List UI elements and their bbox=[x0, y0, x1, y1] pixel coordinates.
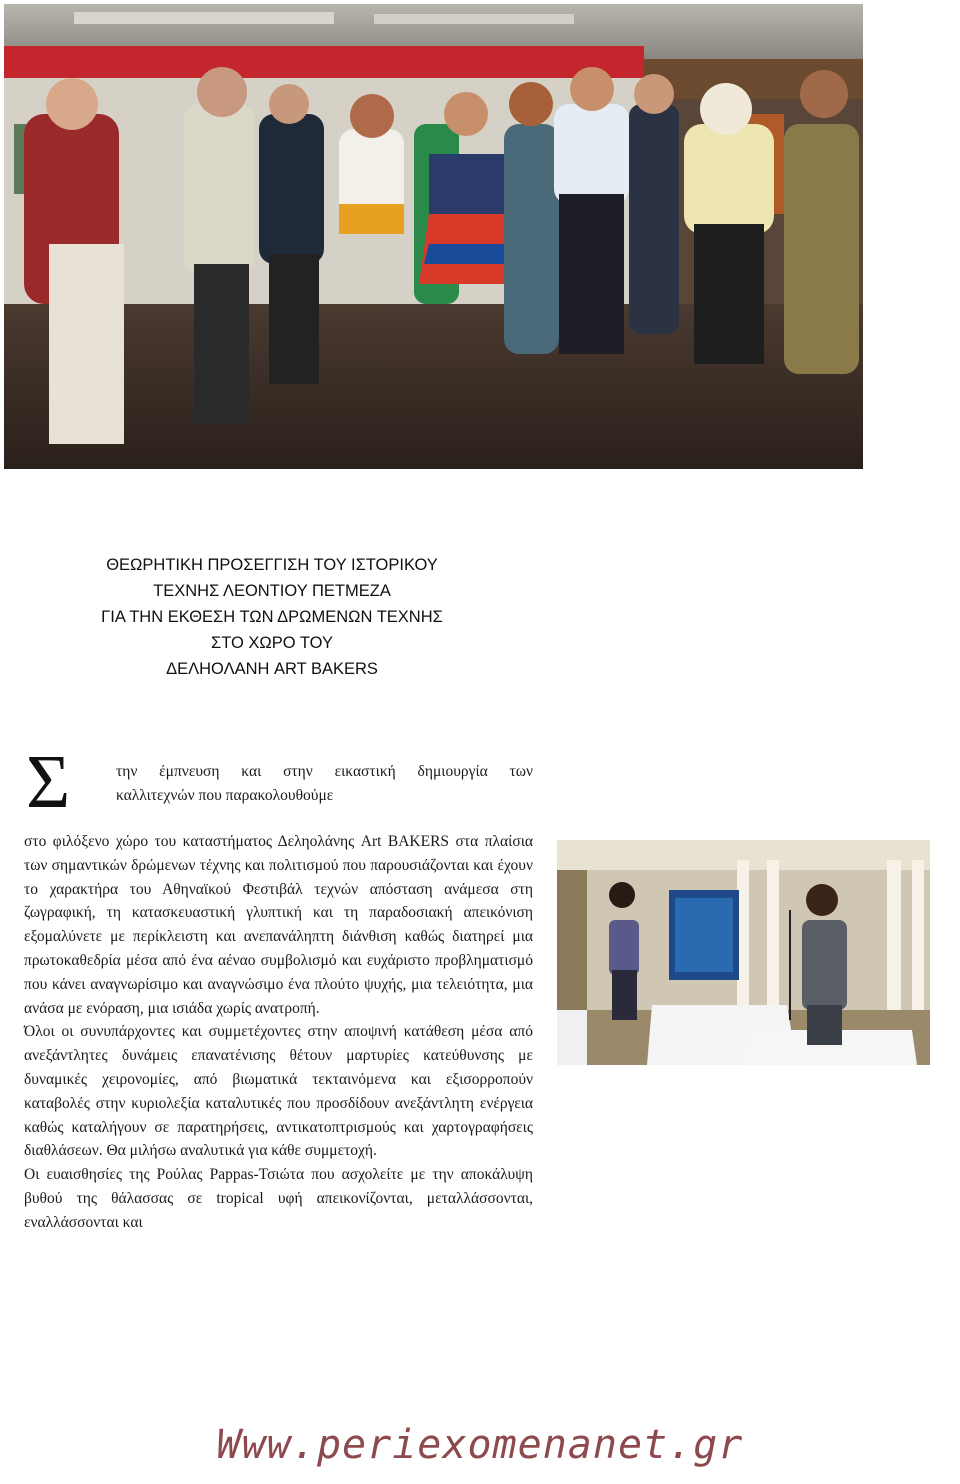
title-line: ΓΙΑ ΤΗΝ ΕΚΘΕΣΗ ΤΩΝ ΔΡΩΜΕΝΩΝ ΤΕΧΝΗΣ bbox=[101, 608, 443, 626]
paragraph: Όλοι οι συνυπάρχοντες και συμμετέχοντες στην αποψινή κατάθεση μέσα από ανεξάντλητες δυνάμεις επανατένισης θέτουν μαρτυρίες κατεύθυνσης με δυναμικές χειρονομίες, από βιωματικά τεκταινόμενα και εξισορροπούν καταβολές στην κυριολεξία καταλυτικές που προσδίδουν ανεξάντλητη ενέργεια καθώς καταλήγουν σε παρατηρήσεις, αντικατοπτρισμούς και χαρτογραφήσεις διαθλάσεων. Θα μιλήσω αναλυτικά για κάθε συμμετοχή. bbox=[24, 1023, 533, 1160]
title-line: ΣΤΟ ΧΩΡΟ ΤΟΥ bbox=[211, 634, 333, 652]
paragraph: στο φιλόξενο χώρο του καταστήματος Δεληολάνης Art BAKERS στα πλαίσια των σημαντικών δρώμενων τέχνης και πολιτισμού που παρουσιάζονται και έχουν το χαρακτήρα του Αθηναϊκού Φεστιβάλ τεχνών απόσταση ανάμεσα στη ζωγραφική, τη κατασκευαστική γλυπτική και τη παραδοσιακή απεικόνιση εξομαλύνετε με περίκλειστη και ανεπανάληπτη διάνθιση καθώς διατηρεί μια πρωτοκαθεδρία μέσα από ένα αέναο συμβολισμό και ευχάριστο προβληματισμό που κάνει αναγνωρίσιμο και αναγνώσιμο ένα πλούτο ψυχής, μια τελειότητα, μια ανάσα με ενόραση, μια ισιάδα χωρίς ανατροπή. bbox=[24, 833, 533, 1017]
article-body bbox=[24, 830, 533, 1235]
site-watermark: Www.periexomenanet.gr bbox=[216, 1422, 744, 1468]
speakers-photo bbox=[557, 840, 930, 1065]
title-line: ΔΕΛΗΟΛΑΝΗ ART BAKERS bbox=[166, 660, 378, 678]
title-line: ΤΕΧΝΗΣ ΛΕΟΝΤΙΟΥ ΠΕΤΜΕΖΑ bbox=[153, 582, 391, 600]
article-title bbox=[30, 552, 514, 682]
title-line: ΘΕΩΡΗΤΙΚΗ ΠΡΟΣΕΓΓΙΣΗ ΤΟΥ ΙΣΤΟΡΙΚΟΥ bbox=[106, 556, 438, 574]
article-intro bbox=[116, 760, 533, 808]
paragraph: Οι ευαισθησίες της Ρούλας Pappas-Τσιώτα που ασχολείτε με την αποκάλυψη βυθού της θάλασσας σε tropical υφή απεικονίζονται, μεταλλάσσονται, εναλλάσσονται και bbox=[24, 1166, 533, 1231]
drop-cap: Σ bbox=[26, 740, 71, 824]
intro-line: την έμπνευση και στην εικαστική δημιουργία των bbox=[116, 763, 533, 780]
crowd-photo bbox=[4, 4, 863, 469]
intro-line: καλλιτεχνών που παρακολουθούμε bbox=[116, 787, 334, 804]
